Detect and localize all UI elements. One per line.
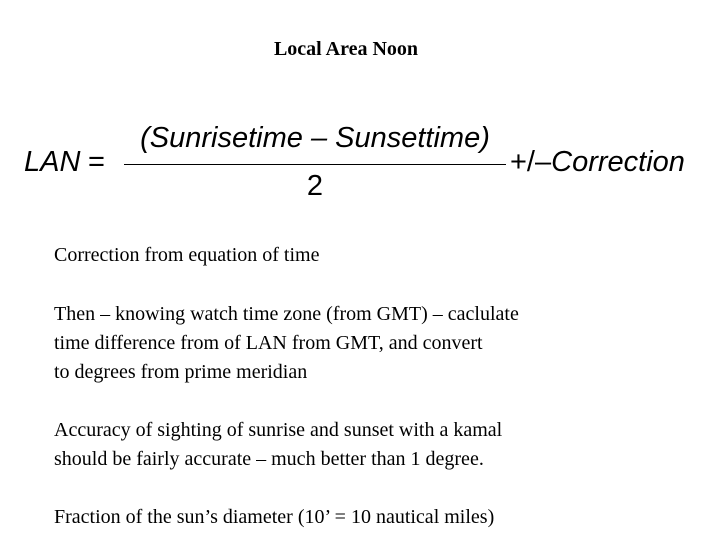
formula-equals: = bbox=[88, 146, 105, 178]
paragraph-line: Accuracy of sighting of sunrise and sunset with a kamal bbox=[54, 419, 503, 441]
paragraph-line: Correction from equation of time bbox=[54, 244, 320, 266]
formula-numerator: (Sunrisetime – Sunsettime) bbox=[140, 122, 490, 154]
paragraph-line: Then – knowing watch time zone (from GMT) – caclulate bbox=[54, 303, 519, 325]
paragraph-sun-diameter bbox=[54, 503, 494, 532]
formula-rhs bbox=[510, 146, 685, 179]
formula-operator: +/– bbox=[510, 146, 552, 178]
paragraph-accuracy bbox=[54, 416, 502, 474]
formula-correction: Correction bbox=[551, 146, 685, 178]
paragraph-line: to degrees from prime meridian bbox=[54, 361, 308, 383]
paragraph-line: Fraction of the sun’s diameter (10’ = 10 nautical miles) bbox=[54, 506, 495, 528]
fraction-bar bbox=[124, 164, 506, 165]
paragraph-line: time difference from of LAN from GMT, and convert bbox=[54, 332, 483, 354]
formula-lhs: LAN bbox=[24, 146, 81, 178]
paragraph-time-zone bbox=[54, 300, 519, 387]
page-title: Local Area Noon bbox=[273, 38, 419, 60]
formula-fraction bbox=[124, 122, 506, 202]
paragraph-correction bbox=[54, 241, 319, 270]
paragraph-line: should be fairly accurate – much better than 1 degree. bbox=[54, 448, 484, 470]
formula-denominator: 2 bbox=[306, 170, 324, 202]
